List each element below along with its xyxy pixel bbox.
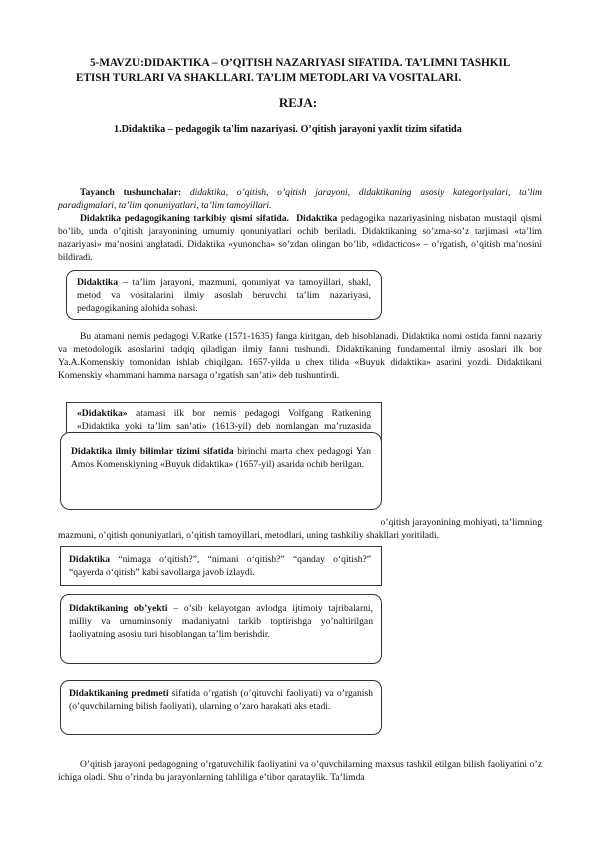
questions-text: “nimaga o‘qitish?”, “nimani o‘qitish?” “qanday o‘qitish?” “qayerda o‘qitish” kabi savollarga javob izlaydi. xyxy=(69,554,371,578)
structure-text: pedagogika nazariyasining nisbatan mustaqil qismi bo’lib, unda o’qitish jarayonining umumiy qonuniyatlari ochib beriladi. Didaktikaning so’zma-so’z tarjimasi «ta’lim nazariyasi» ma’nosini anglatadi. Didaktika «yunoncha» so’zdan olingan bo’lib, «didacticos» – o’rgatish, o’qitish ma’nosini bildiradi. xyxy=(58,213,543,263)
questions-term: Didaktika xyxy=(69,554,111,565)
keywords-paragraph xyxy=(58,186,542,212)
komenskiy-box xyxy=(60,432,382,510)
object-text: – o’sib kelayotgan avlodga ijtimoiy tajribalarni, milliy va umuminsoniy madaniyatni tarkib toptirishga yo’naltirilgan faoliyatning asosiu turi hisoblangan ta’lim berishdir. xyxy=(69,603,373,640)
ratke-paragraph: Bu atamani nemis pedagogi V.Ratke (1571-1635) fanga kiritgan, deb hisoblanadi. Didaktika nomi ostida fanni nazariy va metodologik asoslarini tadqiq qiladigan ilmiy fanni tushundi. Didaktikaning fundamental ilmiy asoslari ilk bor Ya.A.Komenskiy tomonidan ishlab chiqilgan. 1657-yilda u chex tilida «Buyuk didaktika» asarini yozdi. Didaktikani Komenskiy «hammani hamma narsaga o’rgatish san’ati» deb tushuntirdi. xyxy=(58,331,542,381)
structure-heading: Didaktika pedagogikaning tarkibiy qismi sifatida. xyxy=(80,213,289,224)
ratke-term-text: atamasi ilk bor nemis pedagogi Volfgang Ratkening «Didaktika yoki ta’lim san’ati» (1613-yil) deb nomlangan ma’ruzasida xyxy=(77,408,371,432)
ratke-term: «Didaktika» xyxy=(77,408,128,419)
definition-box xyxy=(66,270,382,320)
title-line-1: 5-MAVZU:DIDAKTIKA – O’QITISH NAZARIYASI SIFATIDA. TA’LIMNI TASHKIL xyxy=(90,57,511,69)
plan-heading: REJA: xyxy=(278,95,318,110)
definition-text: – ta’lim jarayoni, mazmuni, qonuniyat va tamoyillari, shakl, metod va vositalarini ilmiy asoslab beruvchi ta’lim nazariyasi, pedagogikaning alohida sohasi. xyxy=(77,277,371,314)
questions-box xyxy=(60,546,382,586)
komenskiy-term: Didaktika ilmiy bilimlar tizimi sifatida xyxy=(71,446,234,457)
process-paragraph: O’qitish jarayoni pedagogning o’rgatuvchilik faoliyatini va o’quvchilarning maxsus tashkil etilgan bilish faoliyatini o’z ichiga oladi. Shu o’rinda bu jarayonlarning tahliliga e’tibor qarataylik. Ta’limda xyxy=(58,759,542,783)
komenskiy-text: birinchi marta chex pedagogi Yan Amos Komenskiyning «Buyuk didaktika» (1657-yil) asarida ochib berilgan. xyxy=(71,446,371,470)
essence-line-1: o’qitish jarayonining mohiyati, ta’limning xyxy=(380,517,542,528)
object-term: Didaktikaning ob’yekti xyxy=(69,603,168,614)
subject-text: sifatida o’rgatish (o’qituvchi faoliyati) va o’rganish (o’quvchilarning bilish faoliyati), ularning o’zaro harakati aks etadi. xyxy=(69,688,373,712)
essence-paragraph xyxy=(58,516,542,542)
title-line-2: ETISH TURLARI VA SHAKLLARI. TA’LIM METODLARI VA VOSITALARI. xyxy=(76,72,462,84)
keywords-text: didaktika, o’qitish, o’qitish jarayoni, didaktikaning asosiy kategoriyalari, ta’lim paradigmalari, ta’lim qonuniyatlari, ta’lim tamoyillari. xyxy=(58,187,542,211)
definition-term: Didaktika xyxy=(77,277,119,288)
essence-line-2: mazmuni, o’qitish qonuniyatlari, o’qitish tamoyillari, metodlari, uning tashkiliy shakllari yoritiladi. xyxy=(58,530,440,541)
structure-paragraph xyxy=(58,212,542,264)
keywords-label: Tayanch tushunchalar: xyxy=(80,187,182,198)
subject-term: Didaktikaning predmeti xyxy=(69,688,169,699)
structure-term: Didaktika xyxy=(296,213,338,224)
subject-box xyxy=(60,680,382,735)
object-box xyxy=(60,594,382,664)
document-title xyxy=(60,56,560,86)
plan-item-1: 1.Didaktika – pedagogik ta'lim nazariyasi. O’qitish jarayoni yaxlit tizim sifatida xyxy=(114,124,462,135)
